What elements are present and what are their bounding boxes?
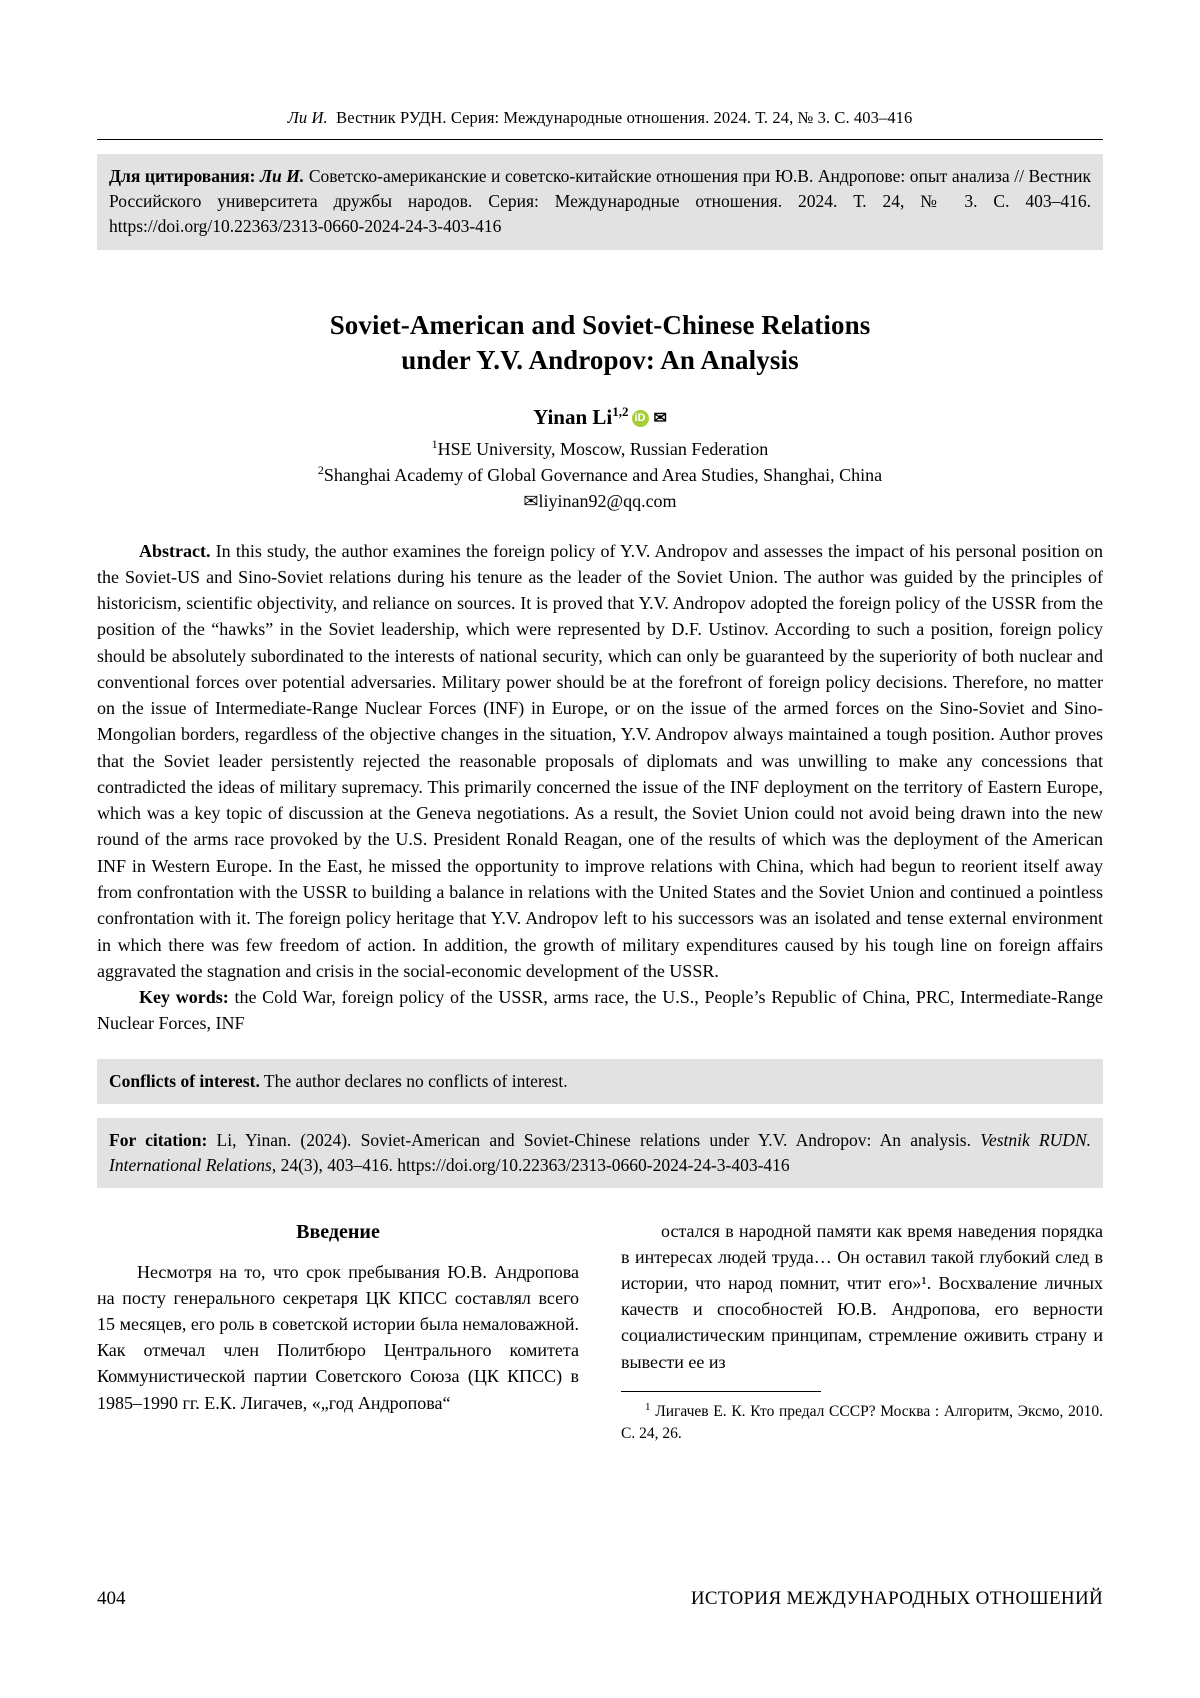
- affiliation-2-sup: 2: [317, 463, 324, 478]
- abstract-text: In this study, the author examines the foreign policy of Y.V. Andropov and assesses the impact of his personal position on the Soviet-US and Sino-Soviet relations during his tenure as the leader of the Soviet Union. The author was guided by the principles of historicism, scientific objectivity, and reliance on sources. It is proved that Y.V. Andropov adopted the foreign policy of the USSR from the position of the “hawks” in the Soviet leadership, which were represented by D.F. Ustinov. According to such a position, foreign policy should be absolutely subordinated to the interests of national security, which can only be guaranteed by the superiority of both nuclear and conventional forces over potential adversaries. Military power should be at the forefront of foreign policy decisions. Therefore, no matter on the issue of Intermediate-Range Nuclear Forces (INF) in Europe, or on the issue of the armed forces on the Sino-Soviet and Sino-Mongolian borders, regardless of the objective changes in the situation, Y.V. Andropov always maintained a tough position. Author proves that the Soviet leader persistently rejected the reasonable proposals of diplomats and was unwilling to make any concessions that contradicted the ideas of military supremacy. This primarily concerned the issue of the INF deployment on the territory of Eastern Europe, which was a key topic of discussion at the Geneva negotiations. As a result, the Soviet Union could not avoid being drawn into the new round of the arms race provoked by the U.S. President Ronald Reagan, one of the results of which was the deployment of the American INF in Western Europe. In the East, he missed the opportunity to improve relations with China, which had begun to reorient itself away from confrontation with the USSR to building a balance in relations with the United States and the Soviet Union and continued a pointless confrontation with it. The foreign policy heritage that Y.V. Andropov left to his successors was an isolated and tense external environment in which there was few freedom of action. In addition, the growth of military expenditures caused by his tough line on foreign affairs aggravated the stagnation and crisis in the social-economic development of the USSR.: [97, 540, 1103, 981]
- affiliation-1: [97, 436, 1103, 462]
- affiliation-1-sup: 1: [431, 437, 438, 452]
- orcid-icon[interactable]: iD: [632, 410, 649, 427]
- title-line-2: under Y.V. Andropov: An Analysis: [401, 345, 799, 376]
- for-citation-text: Li, Yinan. (2024). Soviet-American and Soviet-Chinese relations under Y.V. Andropov: An analysis.: [207, 1130, 981, 1151]
- citation-ru-author: Ли И.: [260, 166, 305, 186]
- body-column-right: [621, 1218, 1103, 1446]
- body-paragraph-left: Несмотря на то, что срок пребывания Ю.В. Андропова на посту генерального секретаря ЦК КПСС составлял всего 15 месяцев, его роль в советской истории была немаловажной. Как отмечал член Политбюро Центрального комитета Коммунистической партии Советского Союза (ЦК КПСС) в 1985–1990 гг. Е.К. Лигачев, «„год Андропова“: [97, 1262, 579, 1413]
- author-name: Yinan Li: [533, 405, 613, 430]
- for-citation-label: For citation:: [109, 1130, 208, 1151]
- citation-ru-text: Советско-американские и советско-китайские отношения при Ю.В. Андропове: опыт анализа // Вестник Российского университета дружбы народов. Серия: Международные отношения. 2024. Т. 24, № 3. С. 403–416. https://doi.org/10.22363/2313-0660-2024-24-3-403-416: [109, 166, 1092, 236]
- citation-ru-label: Для цитирования:: [109, 166, 256, 186]
- citation-ru-box: [97, 154, 1103, 250]
- for-citation-journal: Vestnik RUDN. International Relations: [109, 1130, 1091, 1175]
- page-footer: [97, 1588, 1103, 1610]
- section-heading: Введение: [296, 1221, 380, 1244]
- page-content: [97, 0, 1103, 1446]
- abstract-section: [97, 538, 1103, 1037]
- footnote-text: Лигачев Е. К. Кто предал СССР? Москва : Алгоритм, Эксмо, 2010. С. 24, 26.: [621, 1402, 1103, 1443]
- running-head-journal: Вестник РУДН. Серия: Международные отношения. 2024. Т. 24, № 3. С. 403–416: [336, 108, 913, 127]
- email-icon[interactable]: ✉: [653, 410, 667, 428]
- page-number: 404: [97, 1588, 126, 1609]
- author-email[interactable]: ✉liyinan92@qq.com: [523, 490, 677, 511]
- body-column-left: [97, 1218, 579, 1446]
- abstract-paragraph: [97, 538, 1103, 985]
- for-citation-tail: , 24(3), 403–416. https://doi.org/10.22363/2313-0660-2024-24-3-403-416: [271, 1154, 790, 1175]
- running-head-author: Ли И.: [287, 108, 328, 127]
- affiliation-1-text: HSE University, Moscow, Russian Federation: [437, 439, 769, 460]
- keywords-text: the Cold War, foreign policy of the USSR, arms race, the U.S., People’s Republic of China, PRC, Intermediate-Range Nuclear Forces, INF: [97, 987, 1103, 1034]
- body-columns: [97, 1218, 1103, 1446]
- footer-section-title: ИСТОРИЯ МЕЖДУНАРОДНЫХ ОТНОШЕНИЙ: [690, 1588, 1103, 1609]
- running-head: [97, 0, 1103, 128]
- footnote-divider: [621, 1391, 821, 1392]
- footnote-1: [621, 1400, 1103, 1446]
- author-affil-sup: 1,2: [612, 404, 629, 420]
- conflicts-label: Conflicts of interest.: [109, 1070, 260, 1091]
- abstract-label: Abstract.: [139, 540, 211, 561]
- body-paragraph-right: остался в народной памяти как время наведения порядка в интересах людей труда… Он оставил такой глубокий след в истории, что народ помнит, чтит его»¹. Восхваление личных качеств и способностей Ю.В. Андропова, его верности социалистическим принципам, стремление оживить страну и вывести ее из: [621, 1221, 1103, 1372]
- affiliation-2-text: Shanghai Academy of Global Governance and Area Studies, Shanghai, China: [323, 465, 883, 486]
- header-divider: [97, 139, 1103, 140]
- conflicts-box: [97, 1059, 1103, 1105]
- affiliation-2: [97, 462, 1103, 488]
- conflicts-text: The author declares no conflicts of interest.: [259, 1070, 568, 1091]
- title-line-1: Soviet-American and Soviet-Chinese Relations: [329, 309, 871, 340]
- author-line: [97, 404, 1103, 430]
- footnote-marker: 1: [645, 1400, 651, 1413]
- keywords-paragraph: [97, 984, 1103, 1037]
- for-citation-box: [97, 1118, 1103, 1188]
- keywords-label: Key words:: [139, 987, 229, 1008]
- page-title: [97, 308, 1103, 380]
